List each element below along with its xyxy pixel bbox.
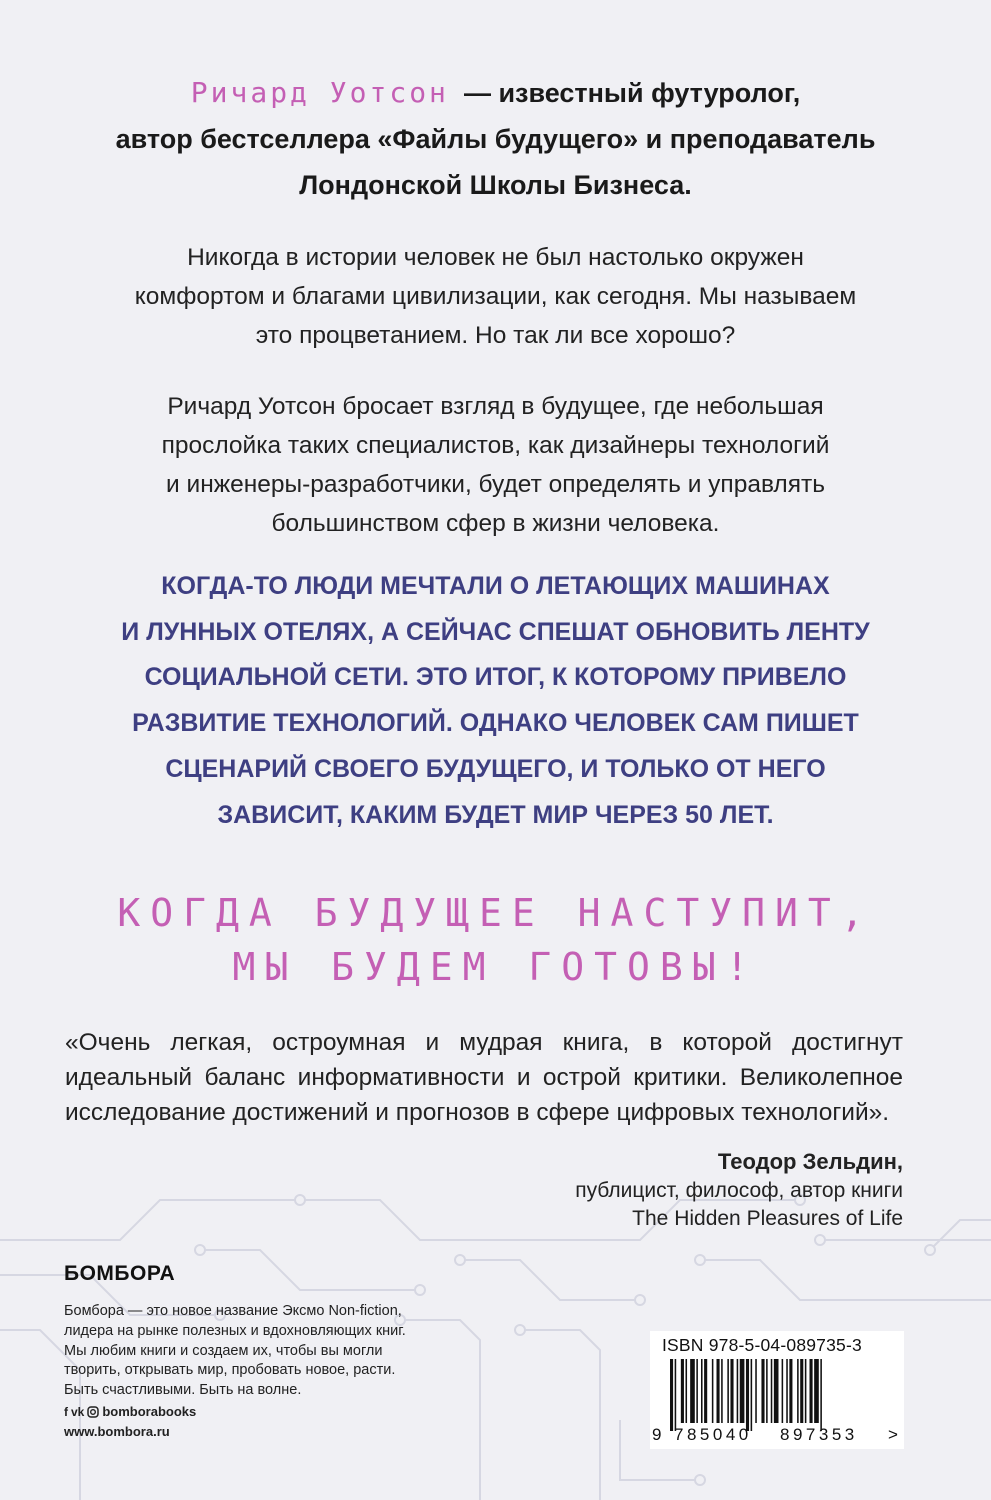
barcode-bar: [761, 1359, 764, 1423]
barcode-bar: [814, 1359, 819, 1423]
about-line: Быть счастливыми. Быть на волне.: [64, 1382, 302, 1399]
vk-icon[interactable]: vk: [71, 1404, 85, 1419]
text-line: прослойка таких специалистов, как дизайнеры технологий: [161, 432, 830, 459]
slogan: [40, 886, 951, 994]
barcode-bar: [730, 1359, 733, 1423]
barcode-bar: [755, 1359, 757, 1423]
publisher-about: [64, 1302, 524, 1401]
barcode-bar: [690, 1359, 695, 1423]
barcode-bar: [771, 1359, 773, 1423]
highlight-line: КОГДА-ТО ЛЮДИ МЕЧТАЛИ О ЛЕТАЮЩИХ МАШИНАХ: [161, 572, 830, 600]
paragraph-1: [80, 238, 911, 355]
barcode-bar: [704, 1359, 707, 1423]
barcode-bar: [670, 1359, 673, 1431]
barcode-bar: [782, 1359, 784, 1423]
highlight-line: СЦЕНАРИЙ СВОЕГО БУДУЩЕГО, И ТОЛЬКО ОТ НЕГО: [165, 754, 826, 783]
highlight-line: СОЦИАЛЬНОЙ СЕТИ. ЭТО ИТОГ, К КОТОРОМУ ПРИВЕЛО: [144, 663, 847, 692]
barcode-bar: [805, 1359, 807, 1423]
isbn-label: ISBN 978-5-04-089735-3: [662, 1335, 862, 1355]
social-handle[interactable]: bomborabooks: [102, 1404, 197, 1419]
barcode-bar: [712, 1359, 714, 1423]
about-line: творить, открывать мир, пробовать новое, расти.: [64, 1362, 396, 1379]
barcode-bar: [721, 1359, 723, 1423]
barcode-digits-left: 785040: [674, 1425, 752, 1444]
barcode-bar: [810, 1359, 813, 1423]
barcode-bar: [696, 1359, 698, 1423]
author-name: Ричард Уотсон: [190, 76, 449, 109]
barcode-bar: [701, 1359, 703, 1423]
quote-author: Теодор Зельдин,: [717, 1149, 903, 1174]
text-line: комфортом и благами цивилизации, как сегодня. Мы называем: [134, 283, 857, 310]
barcode-bar: [740, 1359, 745, 1423]
barcode-bar: [746, 1359, 749, 1431]
highlight-paragraph: [60, 564, 931, 838]
barcode-bar: [751, 1359, 753, 1431]
intro-line-1: — известный футуролог,: [463, 78, 801, 108]
instagram-icon[interactable]: [87, 1406, 99, 1418]
highlight-line: И ЛУННЫХ ОТЕЛЯХ, А СЕЙЧАС СПЕШАТ ОБНОВИТЬ ЛЕНТУ: [121, 617, 870, 646]
publisher-logo: БОМБОРА: [64, 1262, 176, 1285]
slogan-line: МЫ БУДЕМ ГОТОВЫ!: [232, 945, 759, 989]
text-line: Ричард Уотсон бросает взгляд в будущее, где небольшая: [167, 393, 824, 420]
barcode-bar: [717, 1359, 720, 1423]
text-line: Никогда в истории человек не был настолько окружен: [187, 244, 804, 271]
barcode-bar: [766, 1359, 768, 1423]
barcode-bar: [686, 1359, 688, 1423]
intro-line-3: Лондонской Школы Бизнеса.: [299, 170, 692, 200]
barcode-digits-right: 897353: [780, 1425, 858, 1444]
about-line: лидера на рынке полезных и вдохновляющих книг.: [64, 1322, 406, 1339]
review-quote: «Очень легкая, остроумная и мудрая книга, в которой достигнут идеальный баланс информативности и острой критики. Великолепное исследование достижений и прогнозов в сфере цифровых технологий».: [65, 1029, 903, 1126]
publisher-website[interactable]: www.bombora.ru: [64, 1424, 170, 1439]
about-line: Мы любим книги и создаем их, чтобы вы могли: [64, 1342, 383, 1359]
barcode-bar: [786, 1359, 788, 1423]
barcode-bar: [681, 1359, 684, 1423]
isbn-barcode-block: [650, 1331, 904, 1449]
quote-author-book: The Hidden Pleasures of Life: [632, 1207, 903, 1230]
text-line: это процветанием. Но так ли все хорошо?: [255, 322, 736, 349]
highlight-line: РАЗВИТИЕ ТЕХНОЛОГИЙ. ОДНАКО ЧЕЛОВЕК САМ ПИШЕТ: [132, 709, 859, 738]
barcode-bar: [675, 1359, 677, 1431]
about-line: Бомбора — это новое название Эксмо Non-fiction,: [64, 1303, 402, 1319]
barcode-bar: [820, 1359, 822, 1431]
paragraph-2: [80, 387, 911, 543]
intro-line-2: автор бестселлера «Файлы будущего» и преподаватель: [115, 124, 876, 154]
barcode-bar: [737, 1359, 739, 1423]
slogan-line: КОГДА БУДУЩЕЕ НАСТУПИТ,: [117, 891, 874, 935]
barcode-bar: [800, 1359, 803, 1423]
highlight-line: ЗАВИСИТ, КАКИМ БУДЕТ МИР ЧЕРЕЗ 50 ЛЕТ.: [217, 800, 774, 829]
quote-attribution: [575, 1148, 903, 1234]
barcode-bar: [789, 1359, 792, 1423]
barcode-digit-prefix: 9: [652, 1425, 662, 1444]
text-line: и инженеры-разработчики, будет определять и управлять: [166, 471, 825, 498]
author-intro: [60, 70, 931, 208]
barcode-bar: [797, 1359, 799, 1423]
quote-author-role: публицист, философ, автор книги: [575, 1178, 903, 1202]
barcode-bar: [774, 1359, 779, 1423]
social-links: [64, 1404, 196, 1419]
barcode-digit-arrow: >: [888, 1425, 898, 1444]
facebook-icon[interactable]: f: [64, 1404, 68, 1419]
barcode-bar: [727, 1359, 729, 1423]
text-line: большинством сфер в жизни человека.: [271, 510, 720, 537]
